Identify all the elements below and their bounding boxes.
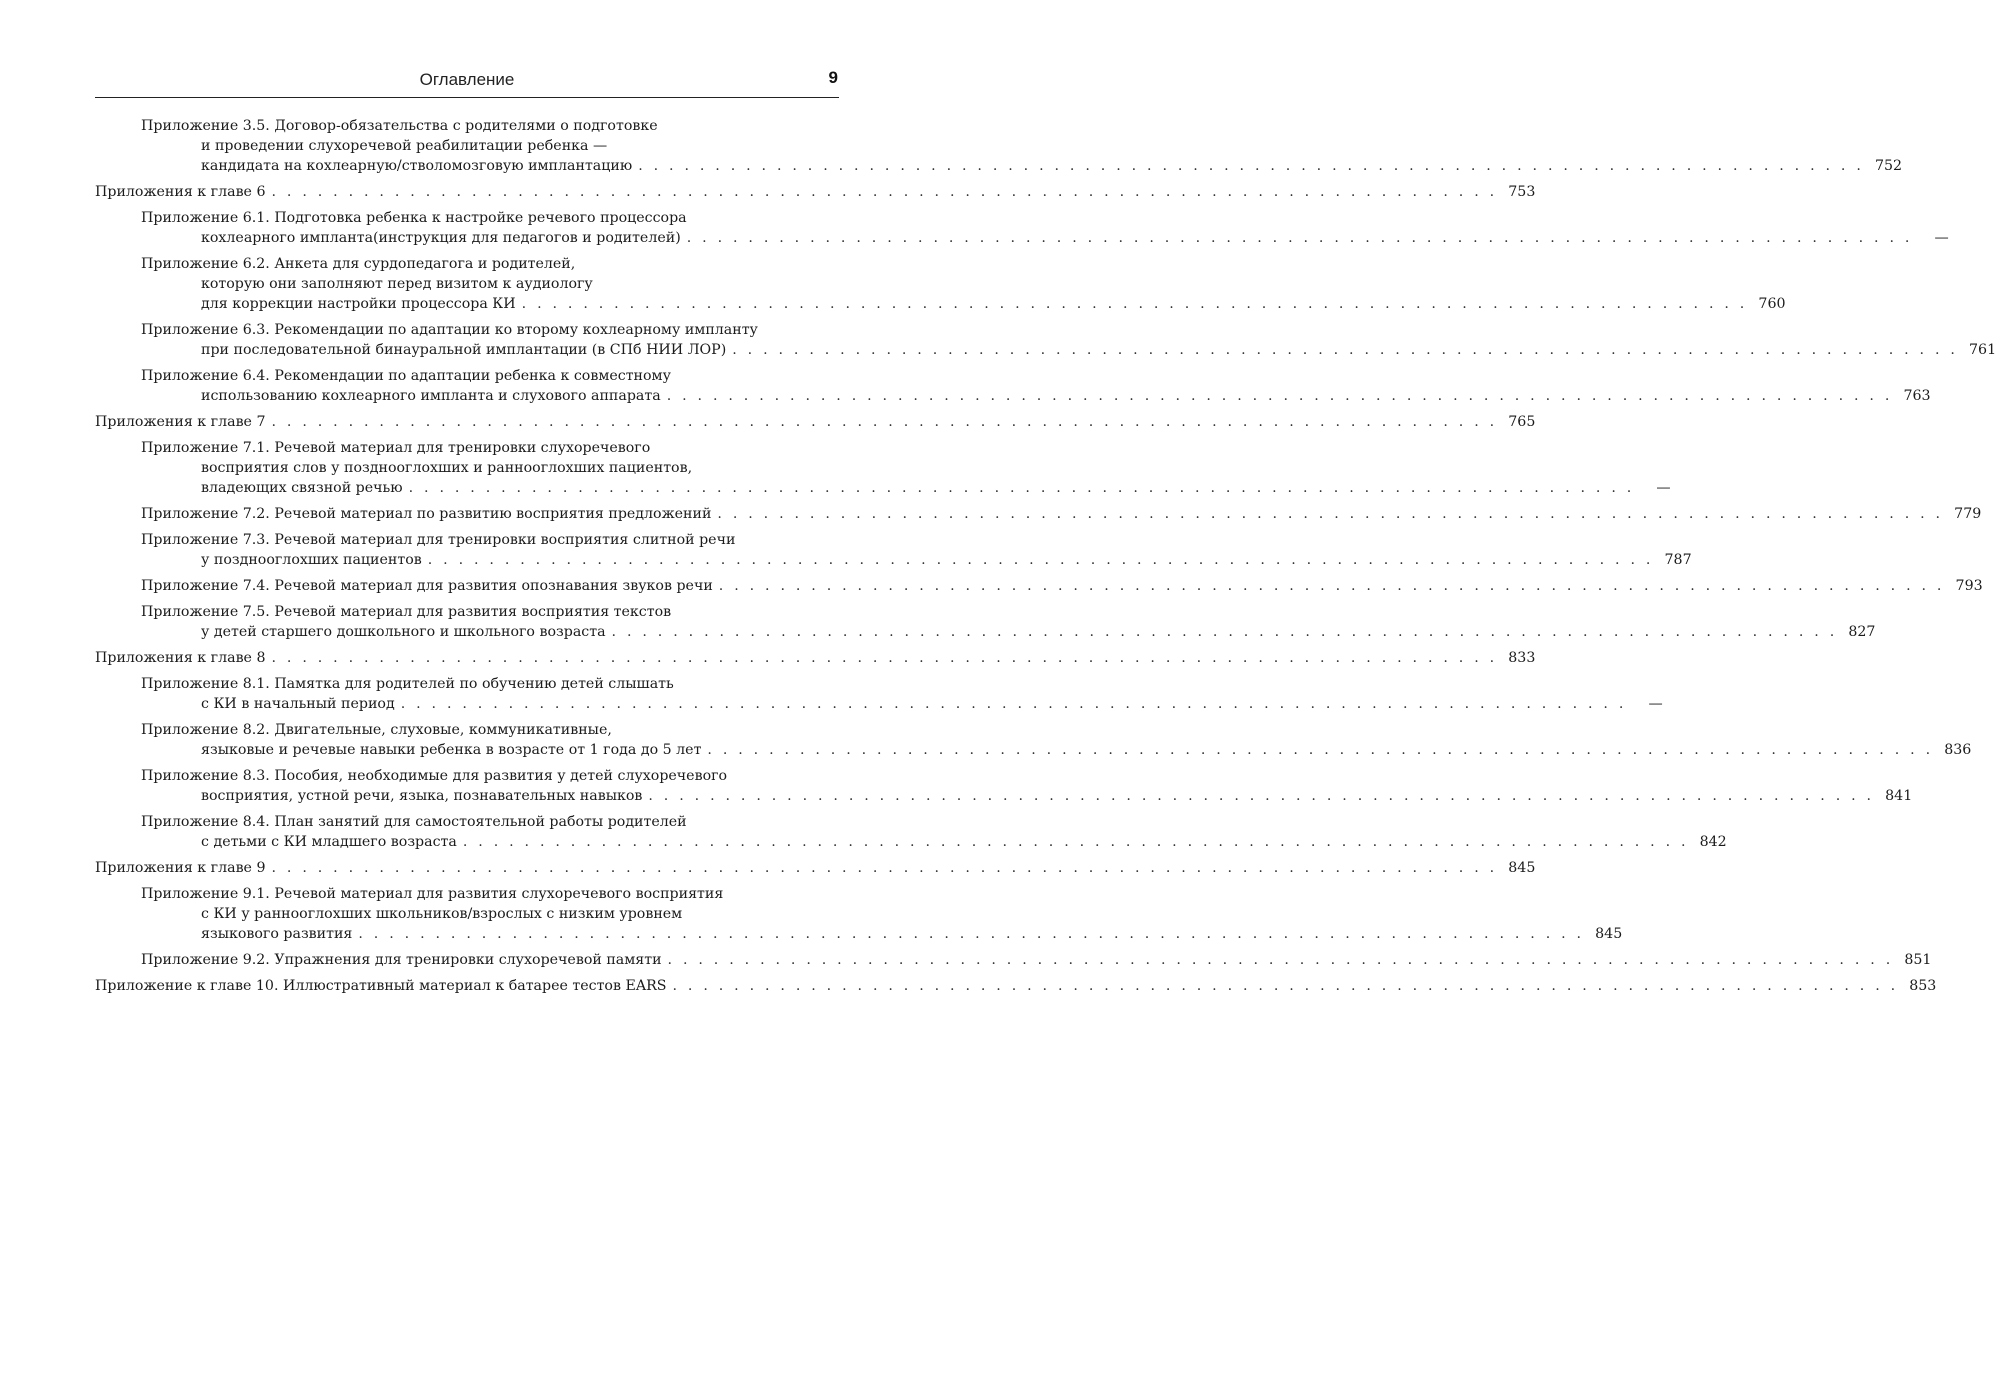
toc-entry-text: Приложения к главе 6 [95, 184, 266, 200]
toc-page-number: 845 [1595, 926, 1623, 942]
toc-appendix-entry[interactable] [95, 950, 1932, 970]
toc-chapter-entry[interactable] [95, 976, 1937, 996]
toc-entry-text: языкового развития [201, 926, 353, 942]
toc-entry-line [95, 924, 1623, 944]
page-number: 9 [828, 68, 838, 87]
toc-chapter-entry[interactable] [95, 648, 1536, 668]
dot-leader: . . . . . . . . . . . . . . . . . . . . . . . . . . . . . . . . . . . . . . . . . . . . . . . . . . . . . . . . . . . . . . . . . . . . . . . . . . . . . . . . [462, 834, 1689, 850]
toc-appendix-entry[interactable] [95, 674, 1663, 714]
toc-entry-line [95, 136, 839, 156]
toc-entry-line [95, 386, 1931, 406]
dot-leader: . . . . . . . . . . . . . . . . . . . . . . . . . . . . . . . . . . . . . . . . . . . . . . . . . . . . . . . . . . . . . . . . . . . . . . . . . . . . . . . . [271, 414, 1498, 430]
toc-entry-line [95, 254, 839, 274]
toc-entry-line [95, 458, 839, 478]
toc-entry-text: восприятия, устной речи, языка, познавательных навыков [201, 788, 643, 804]
toc-entry-line [95, 786, 1913, 806]
toc-entry-text: кохлеарного импланта(инструкция для педагогов и родителей) [201, 230, 681, 246]
toc-entry-line [95, 602, 839, 622]
toc-page-number: 787 [1664, 552, 1692, 568]
toc-appendix-entry[interactable] [95, 766, 1913, 806]
toc-entry-line [95, 478, 1671, 498]
toc-entry-text: Приложение 8.2. Двигательные, слуховые, коммуникативные, [141, 722, 612, 738]
toc-entry-line [95, 766, 839, 786]
toc-page-number: 793 [1955, 578, 1983, 594]
toc-entry-line [95, 904, 839, 924]
toc-page-number: 853 [1909, 978, 1937, 994]
toc-entry-line [95, 622, 1876, 642]
toc-appendix-entry[interactable] [95, 438, 1671, 498]
toc-entry-line [95, 438, 839, 458]
toc-page-number: 841 [1885, 788, 1913, 804]
toc-entry-line [95, 648, 1536, 668]
toc-entry-text: Приложение к главе 10. Иллюстративный материал к батарее тестов EARS [95, 978, 667, 994]
toc-entry-line [95, 950, 1932, 970]
toc-page-number: 760 [1758, 296, 1786, 312]
toc-page-number: 761 [1969, 342, 1996, 358]
toc-appendix-entry[interactable] [95, 320, 1996, 360]
toc-entry-text: Приложение 7.4. Речевой материал для развития опознавания звуков речи [141, 578, 713, 594]
toc-chapter-entry[interactable] [95, 858, 1536, 878]
toc-entry-text: у позднооглохших пациентов [201, 552, 422, 568]
toc-chapter-entry[interactable] [95, 182, 1536, 202]
toc-entry-text: Приложение 9.2. Упражнения для тренировки слухоречевой памяти [141, 952, 662, 968]
toc-entry-line [95, 412, 1536, 432]
toc-appendix-entry[interactable] [95, 884, 1623, 944]
toc-entry-text: с детьми с КИ младшего возраста [201, 834, 457, 850]
toc-entry-line [95, 340, 1996, 360]
table-of-contents [95, 116, 1996, 1002]
toc-page-number: 752 [1874, 158, 1903, 174]
toc-entry-text: Приложения к главе 7 [95, 414, 266, 430]
toc-page-number: 845 [1508, 860, 1536, 876]
dot-leader: . . . . . . . . . . . . . . . . . . . . . . . . . . . . . . . . . . . . . . . . . . . . . . . . . . . . . . . . . . . . . . . . . . . . . . . . . . . . . . . . [521, 296, 1748, 312]
toc-entry-line [95, 294, 1786, 314]
dot-leader: . . . . . . . . . . . . . . . . . . . . . . . . . . . . . . . . . . . . . . . . . . . . . . . . . . . . . . . . . . . . . . . . . . . . . . . . . . . . . . . . [408, 480, 1635, 496]
toc-entry-line [95, 976, 1937, 996]
toc-appendix-entry[interactable] [95, 530, 1692, 570]
dot-leader: . . . . . . . . . . . . . . . . . . . . . . . . . . . . . . . . . . . . . . . . . . . . . . . . . . . . . . . . . . . . . . . . . . . . . . . . . . . . . . . . [672, 978, 1899, 994]
running-header [95, 68, 839, 94]
dot-leader: . . . . . . . . . . . . . . . . . . . . . . . . . . . . . . . . . . . . . . . . . . . . . . . . . . . . . . . . . . . . . . . . . . . . . . . . . . . . . . . . [732, 342, 1959, 358]
toc-page-number: 833 [1508, 650, 1536, 666]
toc-entry-text: Приложение 6.1. Подготовка ребенка к настройке речевого процессора [141, 210, 687, 226]
running-title: Оглавление [419, 70, 515, 89]
dot-leader: . . . . . . . . . . . . . . . . . . . . . . . . . . . . . . . . . . . . . . . . . . . . . . . . . . . . . . . . . . . . . . . . . . . . . . . . . . . . . . . . [686, 230, 1913, 246]
dot-leader: . . . . . . . . . . . . . . . . . . . . . . . . . . . . . . . . . . . . . . . . . . . . . . . . . . . . . . . . . . . . . . . . . . . . . . . . . . . . . . . . [717, 506, 1944, 522]
toc-entry-text: Приложение 9.1. Речевой материал для развития слухоречевого восприятия [141, 886, 724, 902]
dot-leader: . . . . . . . . . . . . . . . . . . . . . . . . . . . . . . . . . . . . . . . . . . . . . . . . . . . . . . . . . . . . . . . . . . . . . . . . . . . . . . . . [271, 184, 1498, 200]
toc-entry-line [95, 694, 1663, 714]
header-rule [95, 97, 839, 98]
toc-entry-line [95, 320, 839, 340]
toc-page-number: 765 [1508, 414, 1536, 430]
toc-entry-line [95, 156, 1903, 176]
toc-appendix-entry[interactable] [95, 812, 1727, 852]
dot-leader: . . . . . . . . . . . . . . . . . . . . . . . . . . . . . . . . . . . . . . . . . . . . . . . . . . . . . . . . . . . . . . . . . . . . . . . . . . . . . . . . [707, 742, 1934, 758]
dot-leader: . . . . . . . . . . . . . . . . . . . . . . . . . . . . . . . . . . . . . . . . . . . . . . . . . . . . . . . . . . . . . . . . . . . . . . . . . . . . . . . . [666, 388, 1893, 404]
toc-appendix-entry[interactable] [95, 254, 1786, 314]
toc-entry-text: Приложение 7.1. Речевой материал для тренировки слухоречевого [141, 440, 651, 456]
toc-entry-text: Приложение 8.1. Памятка для родителей по обучению детей слышать [141, 676, 674, 692]
toc-chapter-entry[interactable] [95, 412, 1536, 432]
toc-entry-line [95, 674, 839, 694]
dot-leader: . . . . . . . . . . . . . . . . . . . . . . . . . . . . . . . . . . . . . . . . . . . . . . . . . . . . . . . . . . . . . . . . . . . . . . . . . . . . . . . . [718, 578, 1945, 594]
toc-entry-text: при последовательной бинауральной имплантации (в СПб НИИ ЛОР) [201, 342, 727, 358]
toc-entry-text: Приложение 6.2. Анкета для сурдопедагога и родителей, [141, 256, 576, 272]
toc-entry-text: Приложение 6.4. Рекомендации по адаптации ребенка к совместному [141, 368, 671, 384]
dot-leader: . . . . . . . . . . . . . . . . . . . . . . . . . . . . . . . . . . . . . . . . . . . . . . . . . . . . . . . . . . . . . . . . . . . . . . . . . . . . . . . . [638, 158, 1865, 174]
toc-page-number: 836 [1944, 742, 1972, 758]
toc-appendix-entry[interactable] [95, 116, 1903, 176]
toc-entry-text: с КИ в начальный период [201, 696, 395, 712]
toc-entry-line [95, 504, 1982, 524]
toc-entry-line [95, 740, 1972, 760]
toc-entry-text: Приложение 3.5. Договор-обязательства с родителями о подготовке [141, 118, 658, 134]
toc-entry-text: с КИ у раннооглохших школьников/взрослых с низким уровнем [201, 906, 683, 922]
dot-leader: . . . . . . . . . . . . . . . . . . . . . . . . . . . . . . . . . . . . . . . . . . . . . . . . . . . . . . . . . . . . . . . . . . . . . . . . . . . . . . . . [667, 952, 1894, 968]
toc-appendix-entry[interactable] [95, 208, 1949, 248]
toc-entry-line [95, 182, 1536, 202]
dot-leader: . . . . . . . . . . . . . . . . . . . . . . . . . . . . . . . . . . . . . . . . . . . . . . . . . . . . . . . . . . . . . . . . . . . . . . . . . . . . . . . . [648, 788, 1875, 804]
toc-page-number: — [1648, 696, 1663, 712]
toc-entry-text: для коррекции настройки процессора КИ [201, 296, 516, 312]
dot-leader: . . . . . . . . . . . . . . . . . . . . . . . . . . . . . . . . . . . . . . . . . . . . . . . . . . . . . . . . . . . . . . . . . . . . . . . . . . . . . . . . [271, 650, 1498, 666]
toc-appendix-entry[interactable] [95, 504, 1982, 524]
toc-entry-line [95, 366, 839, 386]
toc-entry-text: Приложение 7.5. Речевой материал для развития восприятия текстов [141, 604, 672, 620]
toc-entry-text: Приложение 8.4. План занятий для самостоятельной работы родителей [141, 814, 687, 830]
toc-entry-text: владеющих связной речью [201, 480, 403, 496]
dot-leader: . . . . . . . . . . . . . . . . . . . . . . . . . . . . . . . . . . . . . . . . . . . . . . . . . . . . . . . . . . . . . . . . . . . . . . . . . . . . . . . . [611, 624, 1838, 640]
toc-appendix-entry[interactable] [95, 366, 1931, 406]
toc-page-number: 827 [1848, 624, 1876, 640]
toc-entry-line [95, 274, 839, 294]
toc-entry-text: использованию кохлеарного импланта и слухового аппарата [201, 388, 661, 404]
toc-entry-line [95, 832, 1727, 852]
toc-page-number: 763 [1903, 388, 1931, 404]
toc-entry-line [95, 228, 1949, 248]
toc-entry-text: Приложение 7.2. Речевой материал по развитию восприятия предложений [141, 506, 712, 522]
toc-entry-text: Приложение 6.3. Рекомендации по адаптации ко второму кохлеарному импланту [141, 322, 758, 338]
dot-leader: . . . . . . . . . . . . . . . . . . . . . . . . . . . . . . . . . . . . . . . . . . . . . . . . . . . . . . . . . . . . . . . . . . . . . . . . . . . . . . . . [427, 552, 1654, 568]
dot-leader: . . . . . . . . . . . . . . . . . . . . . . . . . . . . . . . . . . . . . . . . . . . . . . . . . . . . . . . . . . . . . . . . . . . . . . . . . . . . . . . . [271, 860, 1498, 876]
toc-entry-text: языковые и речевые навыки ребенка в возрасте от 1 года до 5 лет [201, 742, 702, 758]
toc-entry-text: Приложение 7.3. Речевой материал для тренировки восприятия слитной речи [141, 532, 736, 548]
toc-entry-text: Приложения к главе 9 [95, 860, 266, 876]
toc-entry-text: Приложения к главе 8 [95, 650, 266, 666]
toc-page-number: 779 [1954, 506, 1982, 522]
toc-page-number: 842 [1699, 834, 1727, 850]
toc-entry-text: у детей старшего дошкольного и школьного возраста [201, 624, 606, 640]
toc-entry-line [95, 858, 1536, 878]
toc-appendix-entry[interactable] [95, 576, 1983, 596]
toc-entry-line [95, 550, 1692, 570]
toc-entry-line [95, 208, 839, 228]
toc-entry-line [95, 530, 839, 550]
toc-page-number: — [1656, 480, 1671, 496]
toc-entry-line [95, 884, 839, 904]
toc-entry-text: которую они заполняют перед визитом к аудиологу [201, 276, 593, 292]
toc-entry-line [95, 812, 839, 832]
toc-entry-text: кандидата на кохлеарную/стволомозговую имплантацию [201, 158, 633, 174]
toc-page-number: 851 [1904, 952, 1932, 968]
toc-entry-text: восприятия слов у позднооглохших и раннооглохших пациентов, [201, 460, 693, 476]
toc-entry-line [95, 116, 839, 136]
toc-entry-text: и проведении слухоречевой реабилитации ребенка — [201, 138, 608, 154]
toc-appendix-entry[interactable] [95, 720, 1972, 760]
dot-leader: . . . . . . . . . . . . . . . . . . . . . . . . . . . . . . . . . . . . . . . . . . . . . . . . . . . . . . . . . . . . . . . . . . . . . . . . . . . . . . . . [400, 696, 1627, 712]
dot-leader: . . . . . . . . . . . . . . . . . . . . . . . . . . . . . . . . . . . . . . . . . . . . . . . . . . . . . . . . . . . . . . . . . . . . . . . . . . . . . . . . [358, 926, 1585, 942]
toc-entry-text: Приложение 8.3. Пособия, необходимые для развития у детей слухоречевого [141, 768, 728, 784]
toc-entry-line [95, 576, 1983, 596]
toc-appendix-entry[interactable] [95, 602, 1876, 642]
toc-page-number: 753 [1508, 184, 1536, 200]
toc-page-number: — [1934, 230, 1949, 246]
toc-entry-line [95, 720, 839, 740]
